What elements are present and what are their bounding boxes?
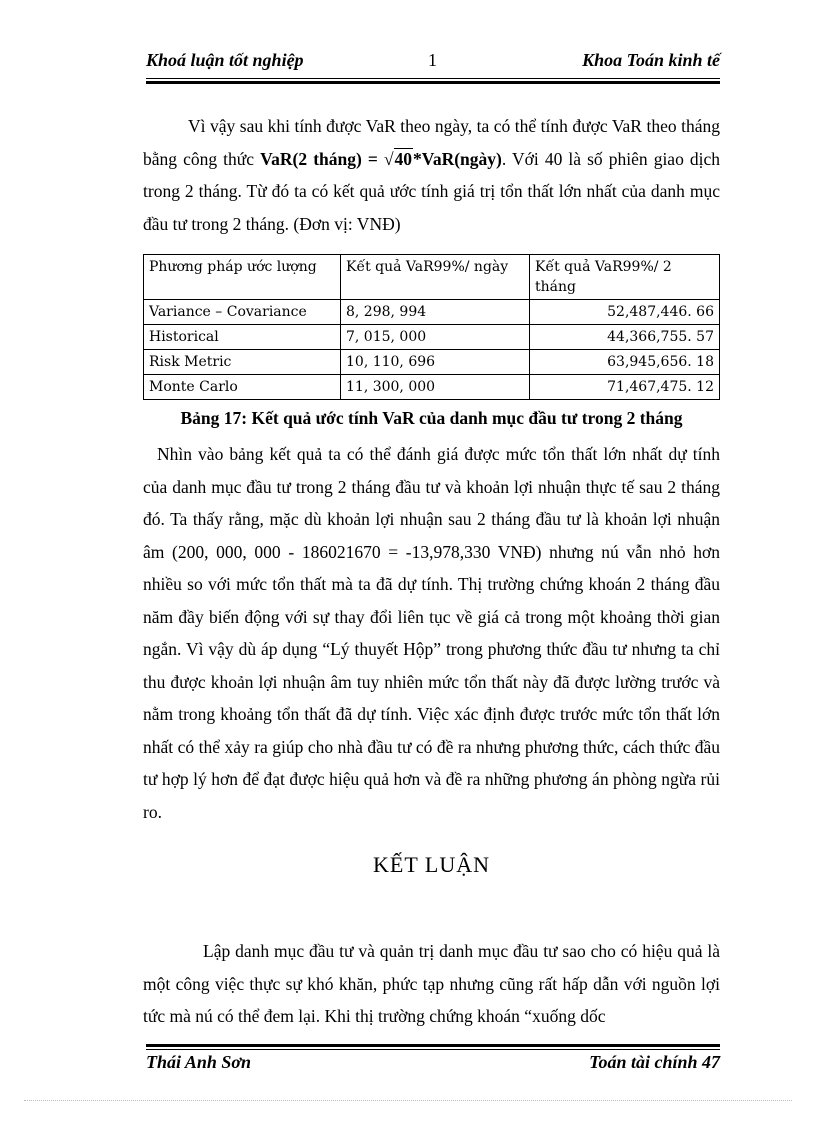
- intro-line-4: của danh mục đầu tư trong 2 tháng. (Đơn vị: VNĐ): [143, 181, 721, 234]
- column-header-two-month-var: Kết quả VaR99%/ 2 tháng: [530, 255, 720, 300]
- daily-var-cell: 8, 298, 994: [341, 300, 530, 325]
- two-month-var-cell: 44,366,755. 57: [530, 325, 720, 350]
- header-rule-thin: [146, 78, 720, 79]
- header-faculty: Khoa Toán kinh tế: [582, 50, 720, 70]
- daily-var-cell: 11, 300, 000: [341, 375, 530, 400]
- formula-right: *VaR(ngày): [413, 148, 502, 169]
- page-footer: [146, 1052, 720, 1076]
- table-row: [144, 325, 720, 350]
- method-cell: Variance – Covariance: [144, 300, 341, 325]
- method-cell: Historical: [144, 325, 341, 350]
- header-rule-thick: [146, 81, 720, 84]
- table-row: [144, 350, 720, 375]
- sqrt-argument: 40: [394, 148, 413, 169]
- table-row: [144, 375, 720, 400]
- intro-paragraph: [143, 110, 720, 240]
- column-header-daily-var: Kết quả VaR99%/ ngày: [341, 255, 530, 300]
- intro-line-2-suffix: . Với 40 là số phiên: [501, 148, 648, 169]
- footer-rule-thin: [146, 1049, 720, 1050]
- intro-line-2-prefix: tháng bằng công thức: [143, 116, 720, 169]
- table-caption: Bảng 17: Kết quả ước tính VaR của danh mục đầu tư trong 2 tháng: [180, 408, 683, 428]
- sqrt-symbol: √40: [383, 148, 413, 169]
- analysis-paragraph: Nhìn vào bảng kết quả ta có thể đánh giá được mức tổn thất lớn nhất dự tính của danh mục đầu tư trong 2 tháng đầu tư và khoản lợi nhuận thực tế sau 2 tháng đó. Ta thấy rằng, mặc dù khoản lợi nhuận sau 2 tháng đầu tư là khoản lợi nhuận âm (200, 000, 000 - 186021670 = -13,978,330 VNĐ) nhưng nú vẫn nhỏ hơn nhiều so với mức tổn thất mà ta đã dự tính. Thị trường chứng khoán 2 tháng đầu năm đầy biến động với sự thay đổi liên tục về giá cả trong một khoảng thời gian ngắn. Vì vậy dù áp dụng “Lý thuyết Hộp” trong phương thức đầu tư nhưng ta chỉ thu được khoản lợi nhuận âm tuy nhiên mức tổn thất này đã được lường trước và nằm trong khoảng tổn thất đã dự tính. Việc xác định được trước mức tổn thất lớn nhất có thể xảy ra giúp cho nhà đầu tư có đề ra nhưng phương thức, cách thức đầu tư hợp lý hơn để đạt được hiệu quả hơn và đề ra những phương án phòng ngừa rủi ro.: [143, 444, 720, 822]
- footer-author: Thái Anh Sơn: [146, 1052, 252, 1072]
- two-month-var-cell: 71,467,475. 12: [530, 375, 720, 400]
- table-header-row: [144, 255, 720, 300]
- formula-left: VaR(2 tháng) =: [260, 148, 378, 169]
- header-thesis-title: Khoá luận tốt nghiệp: [146, 50, 304, 70]
- section-title: KẾT LUẬN: [373, 852, 490, 877]
- footer-rule-thick: [146, 1044, 720, 1047]
- intro-line-3: giao dịch trong 2 tháng. Từ đó ta có kết quả ước tính giá trị tổn thất lớn nhất: [143, 148, 721, 201]
- daily-var-cell: 10, 110, 696: [341, 350, 530, 375]
- daily-var-cell: 7, 015, 000: [341, 325, 530, 350]
- var-formula: [260, 148, 502, 169]
- two-month-var-cell: 63,945,656. 18: [530, 350, 720, 375]
- page-edge-divider: [24, 1100, 792, 1101]
- footer-class: Toán tài chính 47: [589, 1052, 720, 1072]
- two-month-var-cell: 52,487,446. 66: [530, 300, 720, 325]
- page-number: 1: [428, 50, 437, 70]
- table-row: [144, 300, 720, 325]
- column-header-method: Phương pháp ước lượng: [144, 255, 341, 300]
- conclusion-paragraph: Lập danh mục đầu tư và quản trị danh mục đầu tư sao cho có hiệu quả là một công việc thực sự khó khăn, phức tạp nhưng cũng rất hấp dẫn với nguồn lợi tức mà nú có thể đem lại. Khi thị trường chứng khoán “xuống dốc: [143, 941, 720, 1026]
- method-cell: Risk Metric: [144, 350, 341, 375]
- method-cell: Monte Carlo: [144, 375, 341, 400]
- intro-line-1: Vì vậy sau khi tính được VaR theo ngày, ta có thể tính được VaR theo: [188, 116, 677, 136]
- page-header: [146, 50, 720, 76]
- var-results-table: [143, 254, 720, 400]
